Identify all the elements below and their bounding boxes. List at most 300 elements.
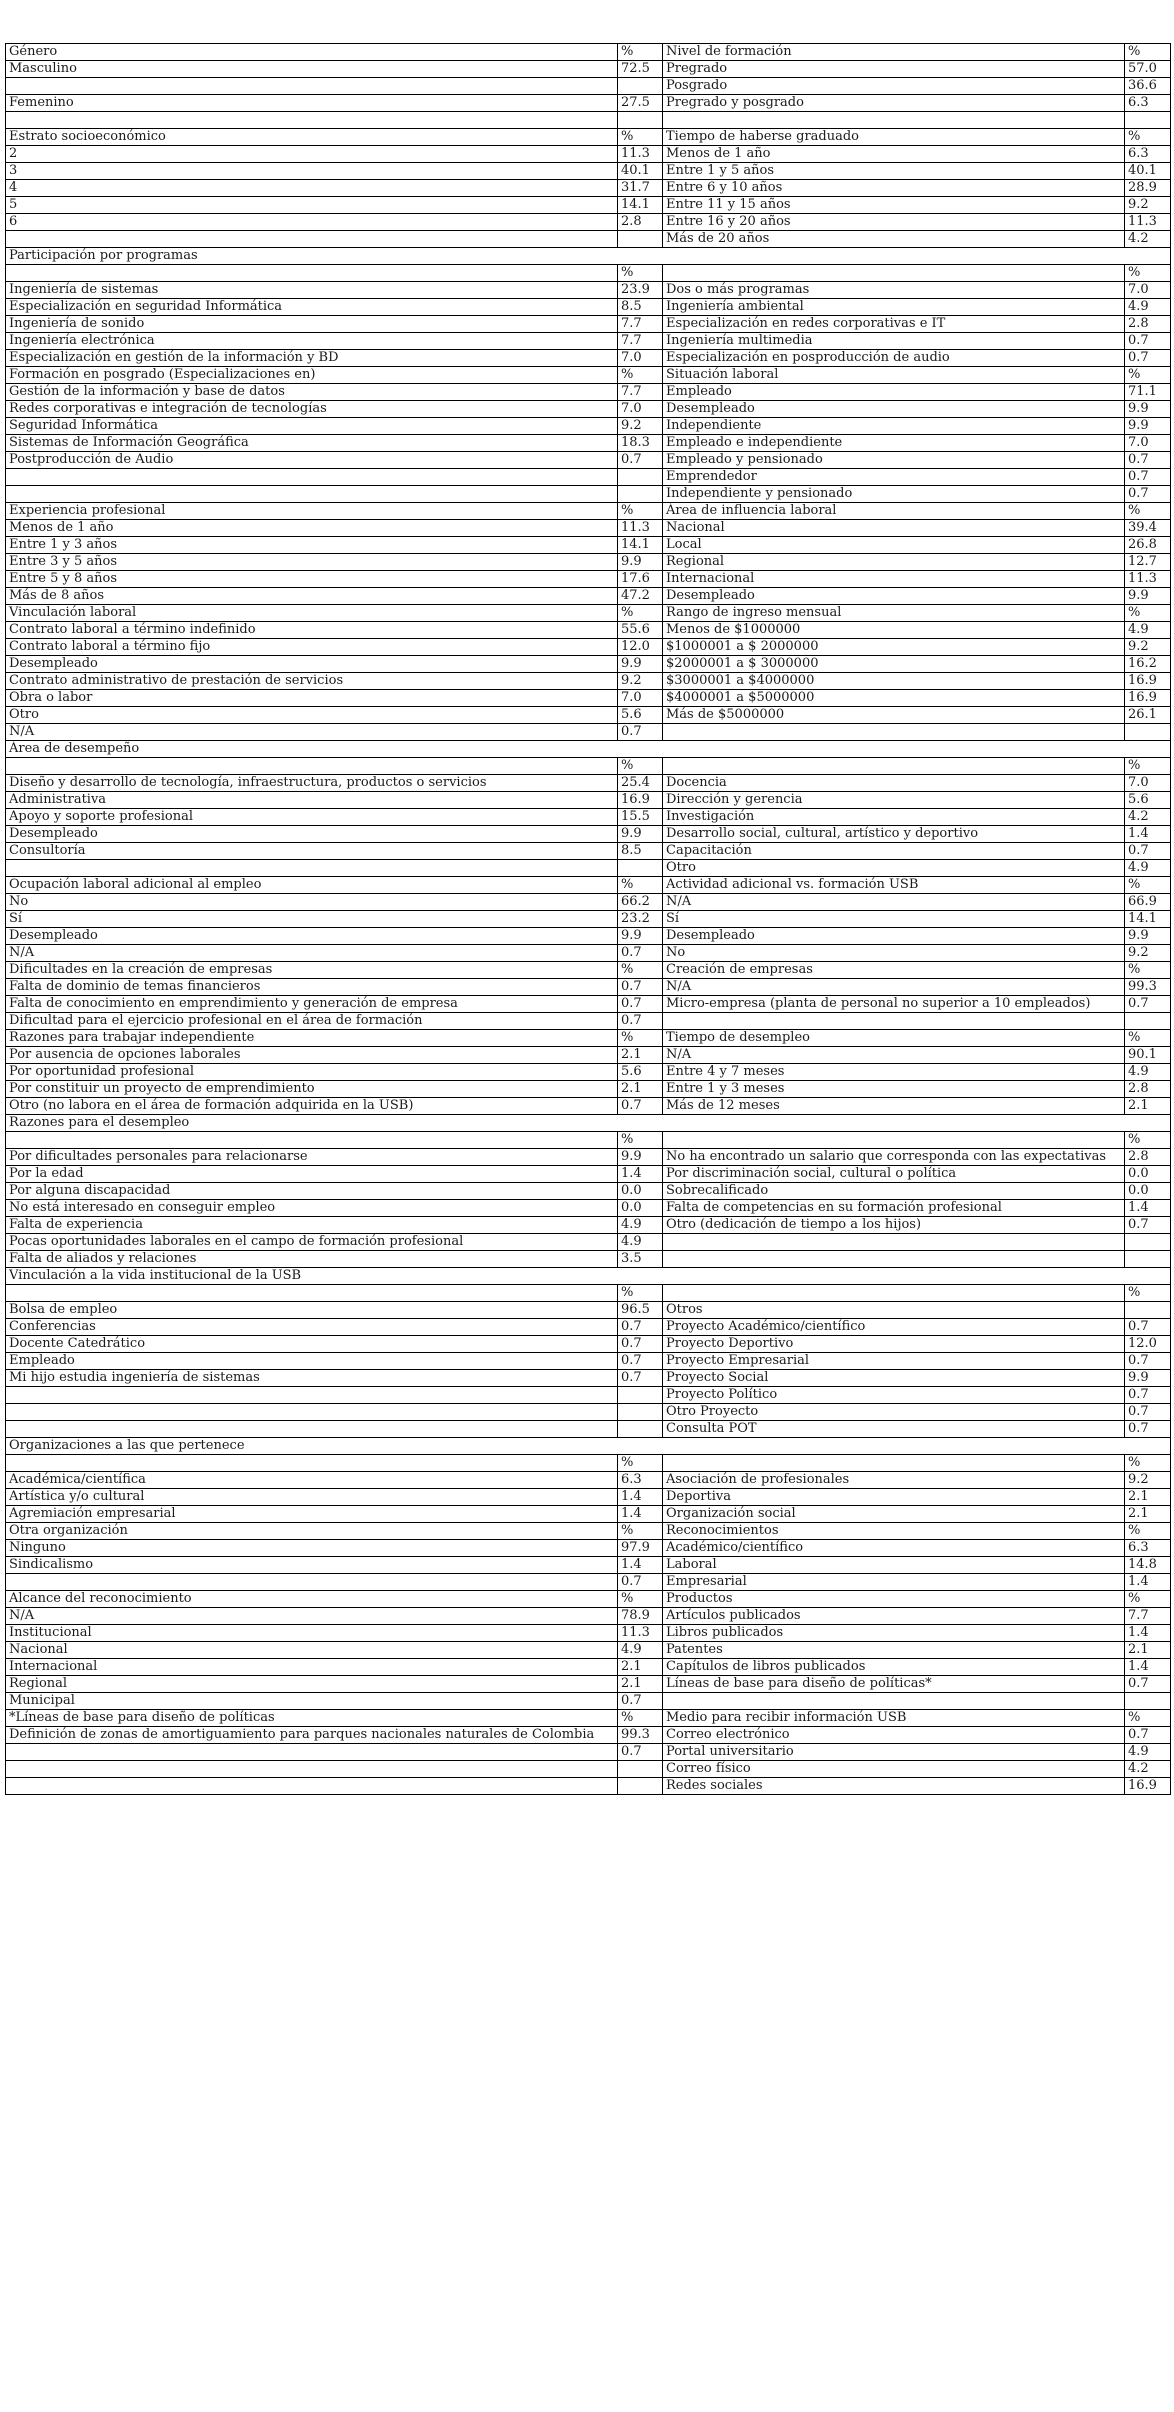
right-value-cell: 4.9 [1125,1064,1171,1081]
table-row [6,826,1171,843]
left-label-cell: Entre 5 y 8 años [6,571,618,588]
right-value-cell: % [1125,1132,1171,1149]
right-value-cell [1125,1013,1171,1030]
right-label-cell: Capacitación [663,843,1125,860]
right-label-cell: Tiempo de haberse graduado [663,129,1125,146]
table-row [6,469,1171,486]
left-value-cell [618,486,663,503]
left-value-cell: 40.1 [618,163,663,180]
left-label-cell: Por oportunidad profesional [6,1064,618,1081]
right-value-cell: 14.1 [1125,911,1171,928]
left-value-cell: 0.7 [618,1353,663,1370]
right-value-cell: % [1125,1523,1171,1540]
table-row [6,1506,1171,1523]
table-row [6,945,1171,962]
left-value-cell: 2.1 [618,1659,663,1676]
section-heading-cell: Vinculación a la vida institucional de la USB [6,1268,1171,1285]
right-label-cell [663,112,1125,129]
table-row [6,758,1171,775]
right-value-cell: 0.7 [1125,1319,1171,1336]
right-value-cell: 7.0 [1125,775,1171,792]
left-label-cell: Sindicalismo [6,1557,618,1574]
table-row [6,877,1171,894]
right-label-cell: Entre 1 y 3 meses [663,1081,1125,1098]
right-label-cell: Redes sociales [663,1778,1125,1795]
right-value-cell: 4.9 [1125,860,1171,877]
table-row [6,1115,1171,1132]
table-row [6,860,1171,877]
left-label-cell: Otro (no labora en el área de formación adquirida en la USB) [6,1098,618,1115]
left-value-cell: % [618,367,663,384]
left-label-cell: 2 [6,146,618,163]
right-label-cell: Otros [663,1302,1125,1319]
left-value-cell: % [618,758,663,775]
left-value-cell: 0.7 [618,996,663,1013]
right-value-cell: % [1125,503,1171,520]
left-label-cell: Ingeniería de sistemas [6,282,618,299]
table-row [6,146,1171,163]
table-row [6,1149,1171,1166]
right-label-cell: Posgrado [663,78,1125,95]
left-label-cell [6,265,618,282]
table-row [6,112,1171,129]
right-value-cell: 4.9 [1125,622,1171,639]
right-label-cell: Líneas de base para diseño de políticas* [663,1676,1125,1693]
left-value-cell: 25.4 [618,775,663,792]
left-value-cell: 7.7 [618,333,663,350]
table-row [6,775,1171,792]
left-label-cell: Redes corporativas e integración de tecnologías [6,401,618,418]
right-value-cell: % [1125,44,1171,61]
right-label-cell: $4000001 a $5000000 [663,690,1125,707]
right-value-cell: 0.7 [1125,452,1171,469]
table-row [6,1727,1171,1744]
left-label-cell: Consultoría [6,843,618,860]
table-row [6,197,1171,214]
table-row [6,231,1171,248]
right-value-cell: 9.2 [1125,945,1171,962]
left-value-cell: % [618,1030,663,1047]
left-label-cell: Regional [6,1676,618,1693]
table-row [6,554,1171,571]
left-value-cell: 0.7 [618,1013,663,1030]
left-label-cell: Entre 1 y 3 años [6,537,618,554]
table-row [6,1353,1171,1370]
table-row [6,316,1171,333]
table-row [6,1081,1171,1098]
right-value-cell: % [1125,1710,1171,1727]
left-value-cell: 0.0 [618,1200,663,1217]
left-label-cell: Ocupación laboral adicional al empleo [6,877,618,894]
left-label-cell: Definición de zonas de amortiguamiento para parques nacionales naturales de Colombia [6,1727,618,1744]
right-value-cell: % [1125,265,1171,282]
right-label-cell: Entre 1 y 5 años [663,163,1125,180]
left-value-cell [618,78,663,95]
right-label-cell: Artículos publicados [663,1608,1125,1625]
table-row [6,1744,1171,1761]
right-value-cell: 2.1 [1125,1506,1171,1523]
left-value-cell [618,1778,663,1795]
right-label-cell [663,1132,1125,1149]
left-value-cell: 16.9 [618,792,663,809]
left-label-cell: 4 [6,180,618,197]
left-value-cell: 7.0 [618,350,663,367]
right-label-cell [663,1693,1125,1710]
left-value-cell: 1.4 [618,1506,663,1523]
right-label-cell: Entre 16 y 20 años [663,214,1125,231]
left-value-cell: 0.7 [618,1370,663,1387]
left-label-cell [6,1404,618,1421]
right-value-cell: 0.7 [1125,1353,1171,1370]
right-label-cell: Correo electrónico [663,1727,1125,1744]
table-row [6,503,1171,520]
left-value-cell: % [618,503,663,520]
table-row [6,928,1171,945]
left-label-cell: Falta de conocimiento en emprendimiento y generación de empresa [6,996,618,1013]
table-row [6,724,1171,741]
right-label-cell: Consulta POT [663,1421,1125,1438]
right-label-cell: No [663,945,1125,962]
right-value-cell: 6.3 [1125,1540,1171,1557]
left-value-cell: % [618,877,663,894]
left-value-cell: % [618,1591,663,1608]
right-label-cell: Otro [663,860,1125,877]
right-value-cell: 11.3 [1125,571,1171,588]
right-label-cell: Libros publicados [663,1625,1125,1642]
left-value-cell: % [618,605,663,622]
right-label-cell: Docencia [663,775,1125,792]
left-label-cell: Conferencias [6,1319,618,1336]
left-value-cell [618,469,663,486]
right-label-cell: Investigación [663,809,1125,826]
table-row [6,1098,1171,1115]
right-value-cell: 14.8 [1125,1557,1171,1574]
right-label-cell: Entre 6 y 10 años [663,180,1125,197]
table-row [6,1574,1171,1591]
left-label-cell: Académica/científica [6,1472,618,1489]
table-row [6,537,1171,554]
right-value-cell: % [1125,758,1171,775]
table-row [6,1778,1171,1795]
right-value-cell [1125,112,1171,129]
left-label-cell: N/A [6,1608,618,1625]
right-value-cell: 9.9 [1125,418,1171,435]
table-row [6,1336,1171,1353]
right-value-cell: 4.9 [1125,1744,1171,1761]
right-value-cell [1125,1234,1171,1251]
right-label-cell: Ingeniería multimedia [663,333,1125,350]
right-label-cell [663,1455,1125,1472]
left-label-cell: Especialización en seguridad Informática [6,299,618,316]
right-value-cell: 6.3 [1125,146,1171,163]
right-label-cell: Empleado [663,384,1125,401]
left-label-cell: N/A [6,724,618,741]
left-value-cell: % [618,1132,663,1149]
right-label-cell: Falta de competencias en su formación profesional [663,1200,1125,1217]
left-value-cell: 9.2 [618,673,663,690]
table-row [6,1608,1171,1625]
right-value-cell: % [1125,1030,1171,1047]
right-label-cell: Nacional [663,520,1125,537]
right-value-cell: 7.0 [1125,435,1171,452]
left-label-cell [6,1574,618,1591]
table-row [6,809,1171,826]
right-label-cell: $1000001 a $ 2000000 [663,639,1125,656]
right-value-cell: 0.0 [1125,1183,1171,1200]
right-value-cell: 6.3 [1125,95,1171,112]
left-label-cell: Entre 3 y 5 años [6,554,618,571]
left-value-cell: 1.4 [618,1557,663,1574]
right-label-cell [663,724,1125,741]
right-value-cell: 2.8 [1125,1149,1171,1166]
table-row [6,180,1171,197]
left-value-cell: 7.7 [618,384,663,401]
left-value-cell: % [618,129,663,146]
right-label-cell: Especialización en posproducción de audio [663,350,1125,367]
left-value-cell: 14.1 [618,537,663,554]
right-label-cell: Proyecto Político [663,1387,1125,1404]
left-value-cell: 11.3 [618,146,663,163]
right-value-cell: 36.6 [1125,78,1171,95]
left-label-cell: Apoyo y soporte profesional [6,809,618,826]
left-value-cell: 47.2 [618,588,663,605]
left-value-cell: % [618,962,663,979]
left-label-cell: Postproducción de Audio [6,452,618,469]
right-label-cell: Organización social [663,1506,1125,1523]
left-value-cell: 4.9 [618,1217,663,1234]
table-row [6,1489,1171,1506]
left-label-cell: Otra organización [6,1523,618,1540]
right-label-cell: Capítulos de libros publicados [663,1659,1125,1676]
right-label-cell: Proyecto Académico/científico [663,1319,1125,1336]
table-row [6,520,1171,537]
right-label-cell [663,265,1125,282]
left-label-cell: No [6,894,618,911]
left-value-cell: 7.0 [618,690,663,707]
left-label-cell [6,1132,618,1149]
right-value-cell: 99.3 [1125,979,1171,996]
left-label-cell [6,1285,618,1302]
left-value-cell [618,1761,663,1778]
left-label-cell: Razones para trabajar independiente [6,1030,618,1047]
right-value-cell: 2.8 [1125,1081,1171,1098]
left-value-cell: 17.6 [618,571,663,588]
left-label-cell: Contrato laboral a término indefinido [6,622,618,639]
left-value-cell: 0.7 [618,452,663,469]
left-label-cell: Desempleado [6,928,618,945]
table-row [6,1013,1171,1030]
right-label-cell: Empleado e independiente [663,435,1125,452]
left-label-cell: Por ausencia de opciones laborales [6,1047,618,1064]
table-row [6,401,1171,418]
right-value-cell: 0.7 [1125,1676,1171,1693]
table-row [6,333,1171,350]
right-value-cell: 1.4 [1125,1200,1171,1217]
right-label-cell: Emprendedor [663,469,1125,486]
right-value-cell: 9.2 [1125,197,1171,214]
right-value-cell: % [1125,877,1171,894]
table-row [6,1217,1171,1234]
left-value-cell: 0.7 [618,1744,663,1761]
left-value-cell: 2.1 [618,1081,663,1098]
right-label-cell: Actividad adicional vs. formación USB [663,877,1125,894]
right-value-cell: 2.1 [1125,1642,1171,1659]
right-value-cell: 4.2 [1125,809,1171,826]
right-label-cell: Otro Proyecto [663,1404,1125,1421]
left-label-cell: Experiencia profesional [6,503,618,520]
left-value-cell: 2.1 [618,1676,663,1693]
left-value-cell: % [618,265,663,282]
right-label-cell: Asociación de profesionales [663,1472,1125,1489]
table-row [6,622,1171,639]
left-value-cell [618,1387,663,1404]
right-label-cell: Correo físico [663,1761,1125,1778]
survey-results-table [5,43,1171,1795]
left-value-cell: 0.7 [618,1574,663,1591]
right-value-cell: 9.9 [1125,1370,1171,1387]
left-value-cell: 9.9 [618,826,663,843]
left-label-cell: Docente Catedrático [6,1336,618,1353]
right-label-cell: Patentes [663,1642,1125,1659]
left-label-cell: Menos de 1 año [6,520,618,537]
table-row [6,979,1171,996]
left-value-cell: 1.4 [618,1166,663,1183]
right-label-cell: Por discriminación social, cultural o política [663,1166,1125,1183]
left-label-cell: Seguridad Informática [6,418,618,435]
table-row [6,1438,1171,1455]
table-row [6,996,1171,1013]
left-label-cell: Alcance del reconocimiento [6,1591,618,1608]
right-value-cell [1125,1693,1171,1710]
right-value-cell: 0.7 [1125,1421,1171,1438]
table-row [6,911,1171,928]
table-row [6,843,1171,860]
table-row [6,690,1171,707]
table-row [6,1523,1171,1540]
left-label-cell: Desempleado [6,826,618,843]
left-value-cell: % [618,44,663,61]
left-label-cell: Contrato administrativo de prestación de servicios [6,673,618,690]
left-value-cell: 9.9 [618,1149,663,1166]
table-row [6,1693,1171,1710]
left-label-cell [6,231,618,248]
right-label-cell: Empleado y pensionado [663,452,1125,469]
table-row [6,673,1171,690]
right-value-cell [1125,1251,1171,1268]
right-label-cell: Pregrado [663,61,1125,78]
right-value-cell: 26.8 [1125,537,1171,554]
right-value-cell: 28.9 [1125,180,1171,197]
table-row [6,350,1171,367]
right-value-cell: 66.9 [1125,894,1171,911]
left-label-cell: Dificultades en la creación de empresas [6,962,618,979]
left-value-cell: 0.0 [618,1183,663,1200]
right-label-cell: No ha encontrado un salario que corresponda con las expectativas [663,1149,1125,1166]
left-label-cell: Por dificultades personales para relacionarse [6,1149,618,1166]
left-value-cell: % [618,1710,663,1727]
left-value-cell: 15.5 [618,809,663,826]
right-label-cell: Dos o más programas [663,282,1125,299]
left-label-cell [6,758,618,775]
left-value-cell: 4.9 [618,1234,663,1251]
left-value-cell: 55.6 [618,622,663,639]
left-label-cell: Nacional [6,1642,618,1659]
left-label-cell: Sí [6,911,618,928]
left-label-cell: Empleado [6,1353,618,1370]
left-label-cell: Estrato socioeconómico [6,129,618,146]
left-label-cell: Femenino [6,95,618,112]
left-value-cell [618,231,663,248]
left-value-cell: % [618,1523,663,1540]
right-label-cell: $3000001 a $4000000 [663,673,1125,690]
right-label-cell: Nivel de formación [663,44,1125,61]
table-row [6,1047,1171,1064]
right-label-cell: Dirección y gerencia [663,792,1125,809]
table-row [6,163,1171,180]
table-row [6,1472,1171,1489]
table-row [6,299,1171,316]
table-row [6,571,1171,588]
table-row [6,367,1171,384]
table-row [6,95,1171,112]
right-value-cell: 2.1 [1125,1489,1171,1506]
right-value-cell: % [1125,605,1171,622]
right-value-cell: 0.7 [1125,1217,1171,1234]
right-value-cell: 1.4 [1125,1574,1171,1591]
table-body [6,44,1171,1795]
table-row [6,1251,1171,1268]
right-value-cell: 1.4 [1125,1659,1171,1676]
table-row [6,1625,1171,1642]
right-value-cell: 1.4 [1125,826,1171,843]
right-value-cell: % [1125,367,1171,384]
left-value-cell: 0.7 [618,979,663,996]
right-label-cell: Situación laboral [663,367,1125,384]
left-value-cell: 23.9 [618,282,663,299]
right-value-cell: 9.2 [1125,1472,1171,1489]
table-row [6,588,1171,605]
table-row [6,1166,1171,1183]
left-label-cell: N/A [6,945,618,962]
right-value-cell: 16.9 [1125,673,1171,690]
left-value-cell: 5.6 [618,1064,663,1081]
right-label-cell: Entre 4 y 7 meses [663,1064,1125,1081]
left-label-cell: Agremiación empresarial [6,1506,618,1523]
right-label-cell: Productos [663,1591,1125,1608]
right-label-cell: N/A [663,979,1125,996]
table-row [6,1132,1171,1149]
right-label-cell: Menos de 1 año [663,146,1125,163]
right-label-cell: Desempleado [663,588,1125,605]
table-row [6,1404,1171,1421]
left-label-cell [6,1387,618,1404]
left-value-cell: 9.9 [618,656,663,673]
left-label-cell: Desempleado [6,656,618,673]
left-label-cell: Ninguno [6,1540,618,1557]
left-value-cell: 97.9 [618,1540,663,1557]
left-value-cell: 6.3 [618,1472,663,1489]
right-value-cell: 40.1 [1125,163,1171,180]
left-label-cell [6,860,618,877]
right-value-cell: 12.0 [1125,1336,1171,1353]
left-value-cell: 18.3 [618,435,663,452]
right-value-cell: 2.8 [1125,316,1171,333]
left-label-cell: Institucional [6,1625,618,1642]
right-label-cell [663,1013,1125,1030]
left-label-cell: Sistemas de Información Geográfica [6,435,618,452]
left-value-cell: 2.1 [618,1047,663,1064]
table-row [6,129,1171,146]
